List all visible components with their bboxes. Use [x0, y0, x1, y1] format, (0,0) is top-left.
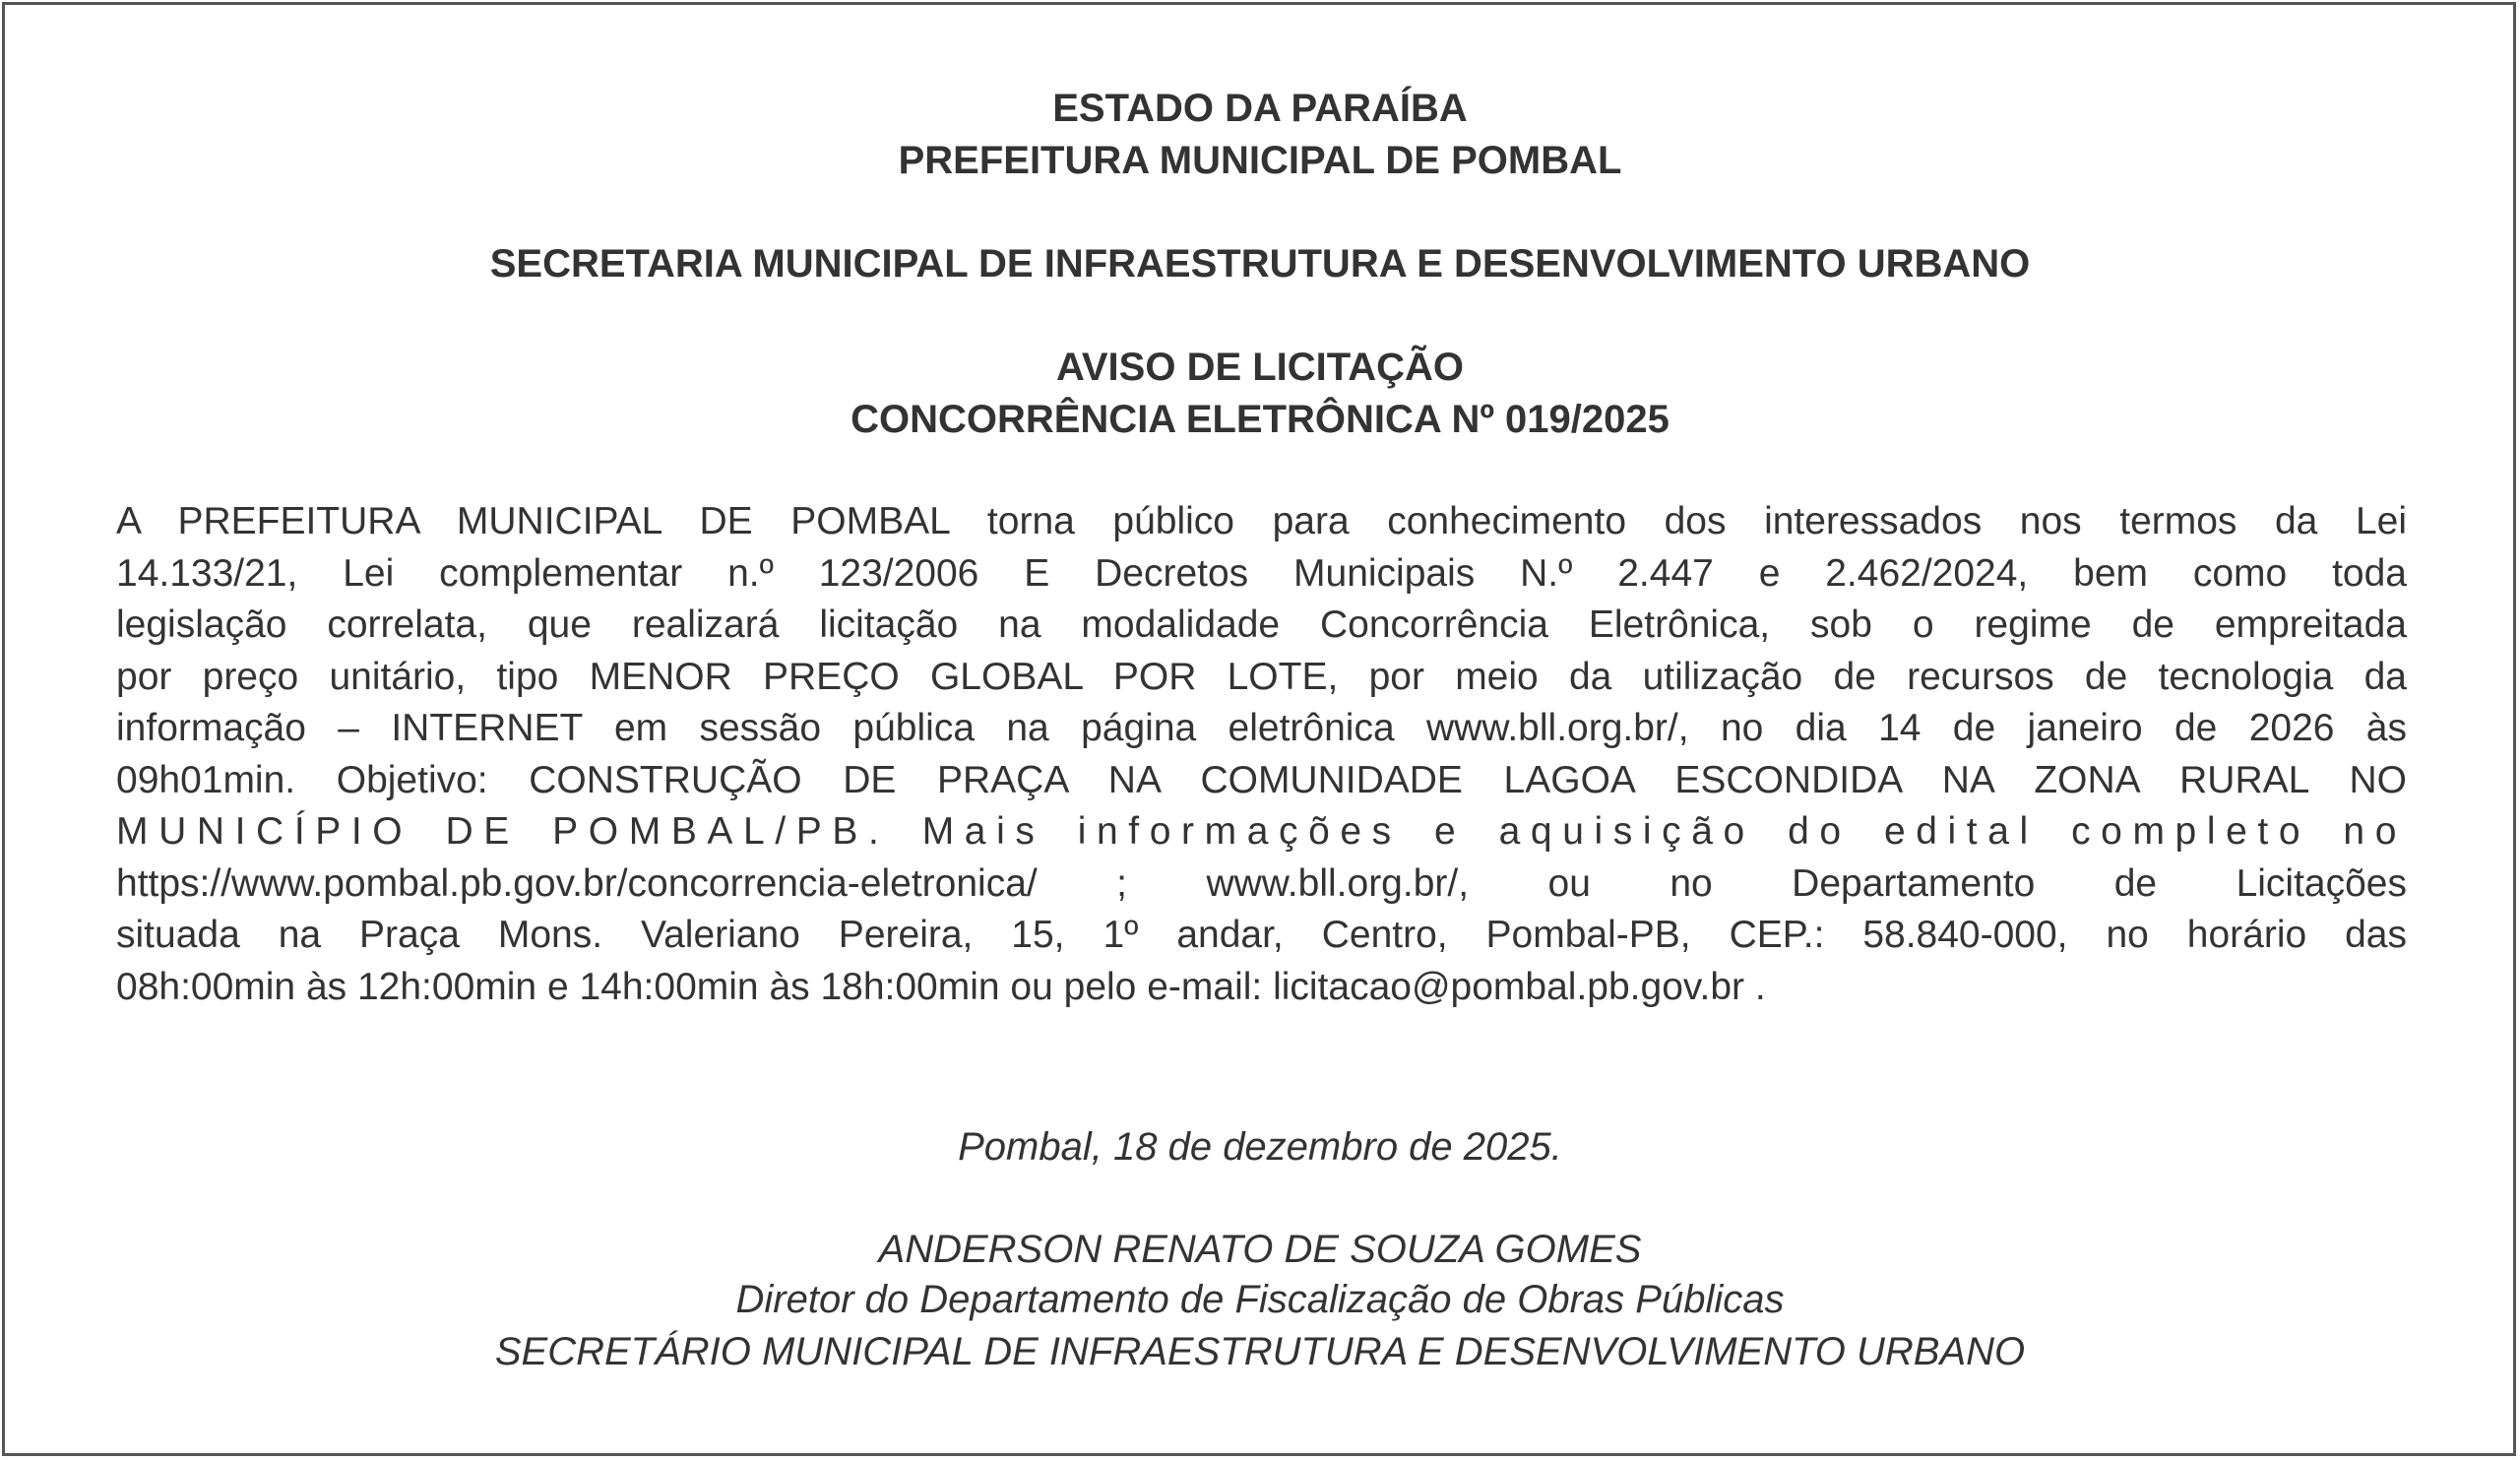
body-line: MUNICÍPIO DE POMBAL/PB. Mais informações e aquisição do edital completo no [116, 810, 2407, 853]
signatory-name: ANDERSON RENATO DE SOUZA GOMES [878, 1228, 1642, 1271]
notice-title: AVISO DE LICITAÇÃO [1055, 346, 1465, 389]
body-line: 14.133/21, Lei complementar n.º 123/2006 E Decretos Municipais N.º 2.447 e 2.462/2024, bem como toda [116, 551, 2407, 595]
secretariat-heading: SECRETARIA MUNICIPAL DE INFRAESTRUTURA E DESENVOLVIMENTO URBANO [489, 242, 2031, 286]
place-date: Pombal, 18 de dezembro de 2025. [958, 1125, 1562, 1169]
notice-body [116, 496, 2407, 1013]
body-line: 09h01min. Objetivo: CONSTRUÇÃO DE PRAÇA NA COMUNIDADE LAGOA ESCONDIDA NA ZONA RURAL NO [116, 758, 2407, 801]
notice-number: CONCORRÊNCIA ELETRÔNICA Nº 019/2025 [850, 398, 1670, 441]
body-line: A PREFEITURA MUNICIPAL DE POMBAL torna público para conhecimento dos interessados nos termos da Lei [116, 500, 2407, 542]
prefecture-heading: PREFEITURA MUNICIPAL DE POMBAL [898, 139, 1622, 182]
body-line: 08h:00min às 12h:00min e 14h:00min às 18h:00min ou pelo e-mail: licitacao@pombal.pb.gov.br . [116, 965, 1766, 1008]
signatory-role: Diretor do Departamento de Fiscalização de Obras Públicas [735, 1278, 1785, 1321]
body-line: legislação correlata, que realizará licitação na modalidade Concorrência Eletrônica, sob o regime de empreitada [116, 603, 2407, 646]
signatory-title: SECRETÁRIO MUNICIPAL DE INFRAESTRUTURA E DESENVOLVIMENTO URBANO [494, 1330, 2026, 1373]
body-line: https://www.pombal.pb.gov.br/concorrencia-eletronica/ ; www.bll.org.br/, ou no Departamento de Licitações [116, 861, 2407, 905]
state-heading: ESTADO DA PARAÍBA [1052, 87, 1468, 130]
body-line: situada na Praça Mons. Valeriano Pereira, 15, 1º andar, Centro, Pombal-PB, CEP.: 58.840-000, no horário das [116, 914, 2407, 956]
body-line: por preço unitário, tipo MENOR PREÇO GLOBAL POR LOTE, por meio da utilização de recursos de tecnologia da [116, 655, 2407, 698]
body-line: informação – INTERNET em sessão pública na página eletrônica www.bll.org.br/, no dia 14 de janeiro de 2026 às [116, 707, 2407, 749]
